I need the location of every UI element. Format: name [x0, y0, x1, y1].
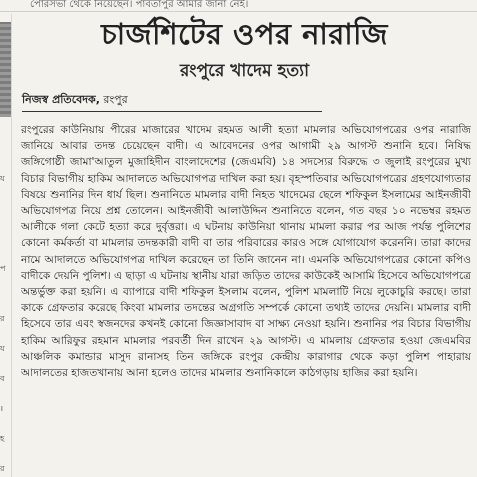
byline-location: রংপুর [103, 93, 128, 106]
adjacent-text-fragment: হ [0, 434, 5, 443]
adjacent-text-fragment: র [0, 314, 5, 323]
adjacent-text-fragment: প [0, 264, 6, 273]
adjacent-text-fragment: র [0, 464, 5, 473]
article-body: রংপুরের কাউনিয়ায় পীরের মাজারের খাদেম রহমত আলী হত্যা মামলার অভিযোগপত্রের ওপর নারাজি জানিয়ে আবার তদন্ত চেয়েছেন বাদী। এ আবেদনের ওপর আগামী ২৯ আগস্ট শুনানি হবে। নিষিদ্ধ জঙ্গিগোষ্ঠী জামা'আতুল মুজাহিদীন বাংলাদেশের (জেএমবি) ১৪ সদস্যের বিরুদ্ধে ৩ জুলাই রংপুরের মুখ্য বিচার বিভাগীয় হাকিম আদালতে অভিযোগপত্র দাখিল করা হয়। বৃহস্পতিবার অভিযোগপত্রের গ্রহণযোগ্যতার বিষয়ে শুনানির দিন ধার্য ছিল। শুনানিতে মামলার বাদী নিহত খাদেমের ছেলে শফিকুল ইসলামের আইনজীবী অভিযোগপত্র নিয়ে প্রশ্ন তোলেন। আইনজীবী আলাউদ্দিন শুনানিতে বলেন, গত বছর ১০ নভেম্বর রহমত আলীকে গলা কেটে হত্যা করে দুর্বৃত্তরা। এ ঘটনায় কাউনিয়া থানায় মামলা করার পর আজ পর্যন্ত পুলিশের কোনো কর্মকর্তা বা মামলার তদন্তকারী বাদী বা তার পরিবারের কারও সঙ্গে যোগাযোগ করেননি। তারা কাদের নামে আদালতে অভিযোগপত্র দাখিল করেছেন তা তিনি জানেন না। এমনকি অভিযোগপত্রের কোনো কপিও বাদীকে দেয়নি পুলিশ। এ ছাড়া এ ঘটনায় স্থানীয় যারা জড়িত তাদের কাউকেই আসামি হিসেবে অভিযোগপত্রে অন্তর্ভুক্ত করা হয়নি। এ ব্যাপারে বাদী শফিকুল ইসলাম বলেন, পুলিশ মামলাটি নিয়ে লুকোচুরি করছে। তারা কাকে গ্রেফতার করেছে কিংবা মামলার তদন্তের অগ্রগতি সম্পর্কে কোনো তথ্যই তাদের দেয়নি। মামলার বাদী হিসেবে তার এবং স্বজনদের কখনই কোনো জিজ্ঞাসাবাদ বা সাক্ষ্য নেওয়া হয়নি। শুনানির পর বিচার বিভাগীয় হাকিম আরিফুর রহমান মামলার পরবর্তী দিন রাখেন ২৯ আগস্ট। এ মামলায় গ্রেফতার হওয়া জেএমবির আঞ্চলিক কমান্ডার মাসুদ রানাসহ তিন জঙ্গিকে রংপুর কেন্দ্রীয় কারাগার থেকে কড়া পুলিশ পাহারায় আদালতের হাজতখানায় আনা হলেও তাদের মামলার শুনানিকালে কাঠগড়ায় হাজির করা হয়নি। [21, 124, 471, 380]
article-subheadline: রংপুরে খাদেম হত্যা [179, 61, 310, 81]
article-headline: চার্জশিটের ওপর নারাজি [101, 17, 388, 51]
article-byline [22, 92, 322, 112]
adjacent-text-fragment: য [0, 174, 5, 183]
adjacent-column [0, 14, 12, 477]
adjacent-text-fragment: । [0, 404, 4, 413]
previous-article-strip [0, 0, 477, 12]
previous-article-text: পোরসভা থেকে নিয়েছেন। পাবতাপুর আমার জানা নেই। [30, 0, 249, 10]
byline-reporter: নিজস্ব প্রতিবেদক, [22, 93, 100, 106]
adjacent-text-fragment: ব [0, 374, 5, 383]
adjacent-photo [0, 22, 11, 117]
adjacent-text-fragment: য [0, 344, 5, 353]
